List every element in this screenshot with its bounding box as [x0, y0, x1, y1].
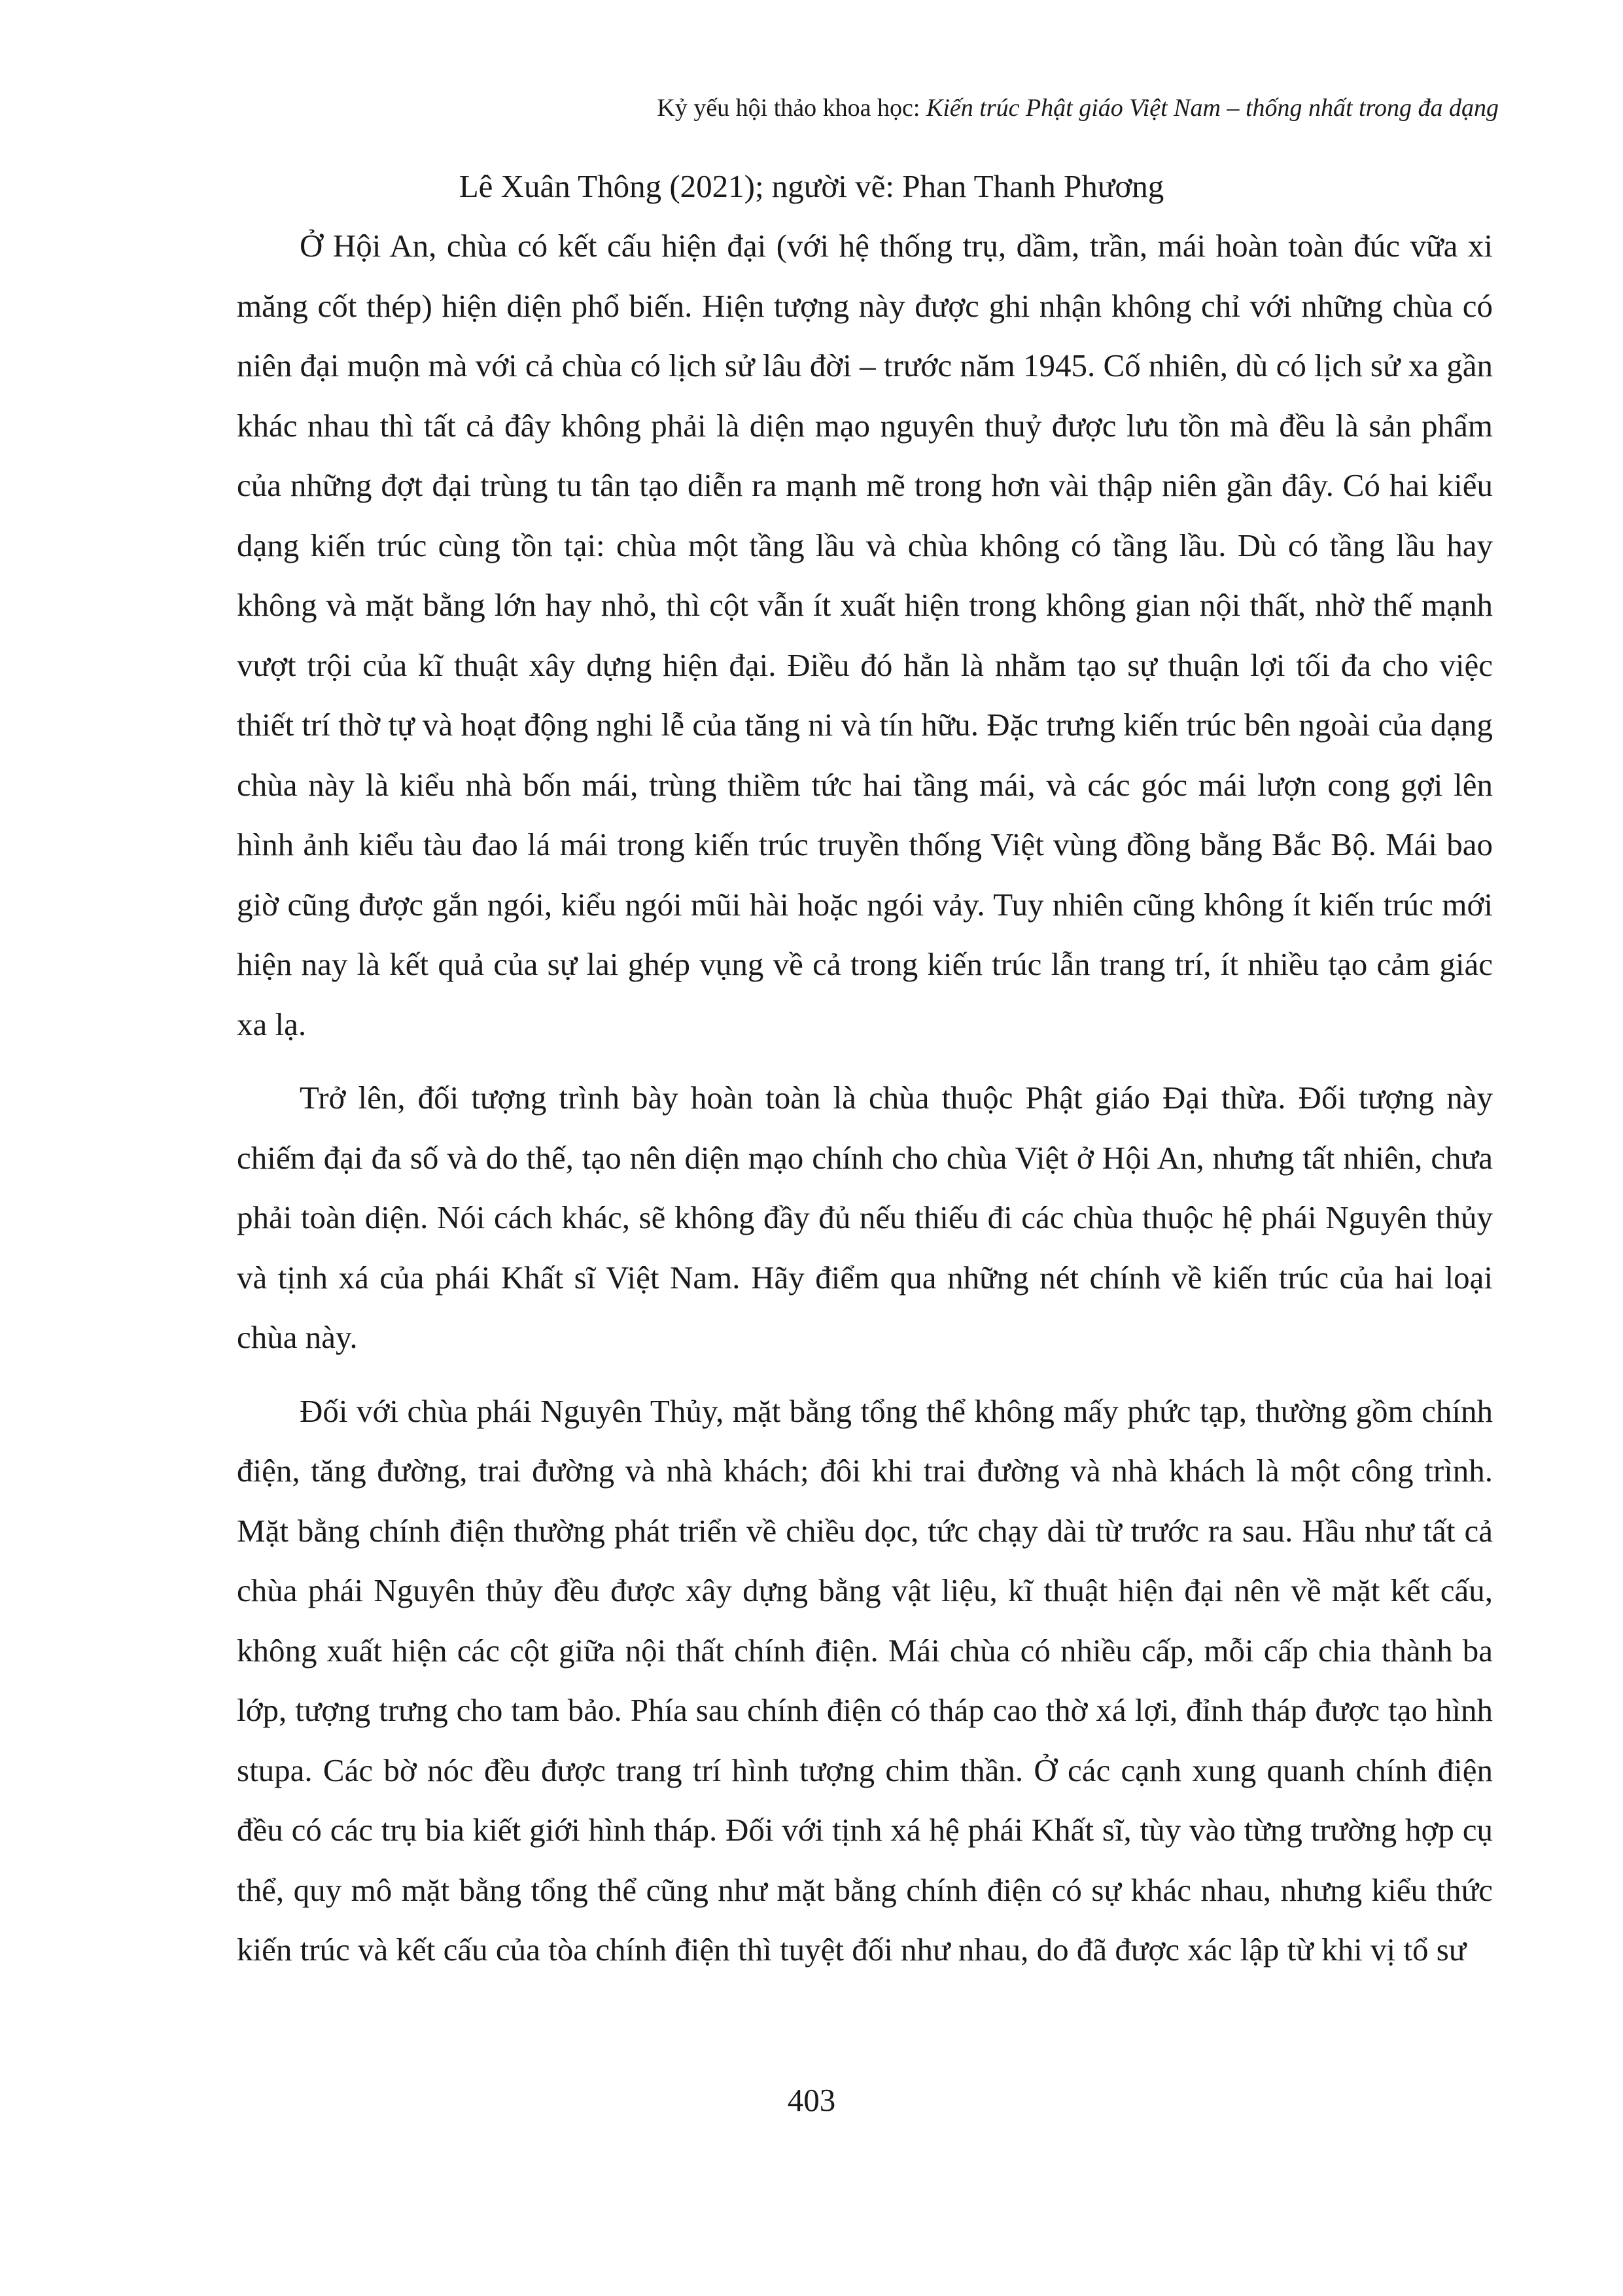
paragraph-modern-pagodas: Ở Hội An, chùa có kết cấu hiện đại (với hệ thống trụ, dầm, trần, mái hoàn toàn đúc vữa xi măng cốt thép) hiện diện phổ biến. Hiện tượng này được ghi nhận không chỉ với những chùa có niên đại muộn mà với cả chùa có lịch sử lâu đời – trước năm 1945. Cố nhiên, dù có lịch sử xa gần khác nhau thì tất cả đây không phải là diện mạo nguyên thuỷ được lưu tồn mà đều là sản phẩm của những đợt đại trùng tu tân tạo diễn ra mạnh mẽ trong hơn vài thập niên gần đây. Có hai kiểu dạng kiến trúc cùng tồn tại: chùa một tầng lầu và chùa không có tầng lầu. Dù có tầng lầu hay không và mặt bằng lớn hay nhỏ, thì cột vẫn ít xuất hiện trong không gian nội thất, nhờ thế mạnh vượt trội của kĩ thuật xây dựng hiện đại. Điều đó hẳn là nhằm tạo sự thuận lợi tối đa cho việc thiết trí thờ tự và hoạt động nghi lễ của tăng ni và tín hữu. Đặc trưng kiến trúc bên ngoài của dạng chùa này là kiểu nhà bốn mái, trùng thiềm tức hai tầng mái, và các góc mái lượn cong gợi lên hình ảnh kiểu tàu đao lá mái trong kiến trúc truyền thống Việt vùng đồng bằng Bắc Bộ. Mái bao giờ cũng được gắn ngói, kiểu ngói mũi hài hoặc ngói vảy. Tuy nhiên cũng không ít kiến trúc mới hiện nay là kết quả của sự lai ghép vụng về cả trong kiến trúc lẫn trang trí, ít nhiều tạo cảm giác xa lạ. [237, 228, 1493, 1042]
header-title: Kiến trúc Phật giáo Việt Nam – thống nhất trong đa dạng [926, 94, 1499, 122]
paragraph-mahayana-summary: Trở lên, đối tượng trình bày hoàn toàn là chùa thuộc Phật giáo Đại thừa. Đối tượng này chiếm đại đa số và do thế, tạo nên diện mạo chính cho chùa Việt ở Hội An, nhưng tất nhiên, chưa phải toàn diện. Nói cách khác, sẽ không đầy đủ nếu thiếu đi các chùa thuộc hệ phái Nguyên thủy và tịnh xá của phái Khất sĩ Việt Nam. Hãy điểm qua những nét chính về kiến trúc của hai loại chùa này. [237, 1080, 1493, 1355]
figure-caption: Lê Xuân Thông (2021); người vẽ: Phan Thanh Phương [459, 168, 1164, 204]
paragraph-theravada-khatsi: Đối với chùa phái Nguyên Thủy, mặt bằng tổng thể không mấy phức tạp, thường gồm chính điện, tăng đường, trai đường và nhà khách; đôi khi trai đường và nhà khách là một công trình. Mặt bằng chính điện thường phát triển về chiều dọc, tức chạy dài từ trước ra sau. Hầu như tất cả chùa phái Nguyên thủy đều được xây dựng bằng vật liệu, kĩ thuật hiện đại nên về mặt kết cấu, không xuất hiện các cột giữa nội thất chính điện. Mái chùa có nhiều cấp, mỗi cấp chia thành ba lớp, tượng trưng cho tam bảo. Phía sau chính điện có tháp cao thờ xá lợi, đỉnh tháp được tạo hình stupa. Các bờ nóc đều được trang trí hình tượng chim thần. Ở các cạnh xung quanh chính điện đều có các trụ bia kiết giới hình tháp. Đối với tịnh xá hệ phái Khất sĩ, tùy vào từng trường hợp cụ thể, quy mô mặt bằng tổng thể cũng như mặt bằng chính điện có sự khác nhau, nhưng kiểu thức kiến trúc và kết cấu của tòa chính điện thì tuyệt đối như nhau, do đã được xác lập từ khi vị tổ sư [237, 1392, 1493, 1968]
body-text [237, 216, 1493, 1980]
page-number: 403 [787, 2082, 836, 2118]
running-header [657, 92, 1499, 124]
header-prefix: Kỷ yếu hội thảo khoa học: [657, 94, 926, 122]
